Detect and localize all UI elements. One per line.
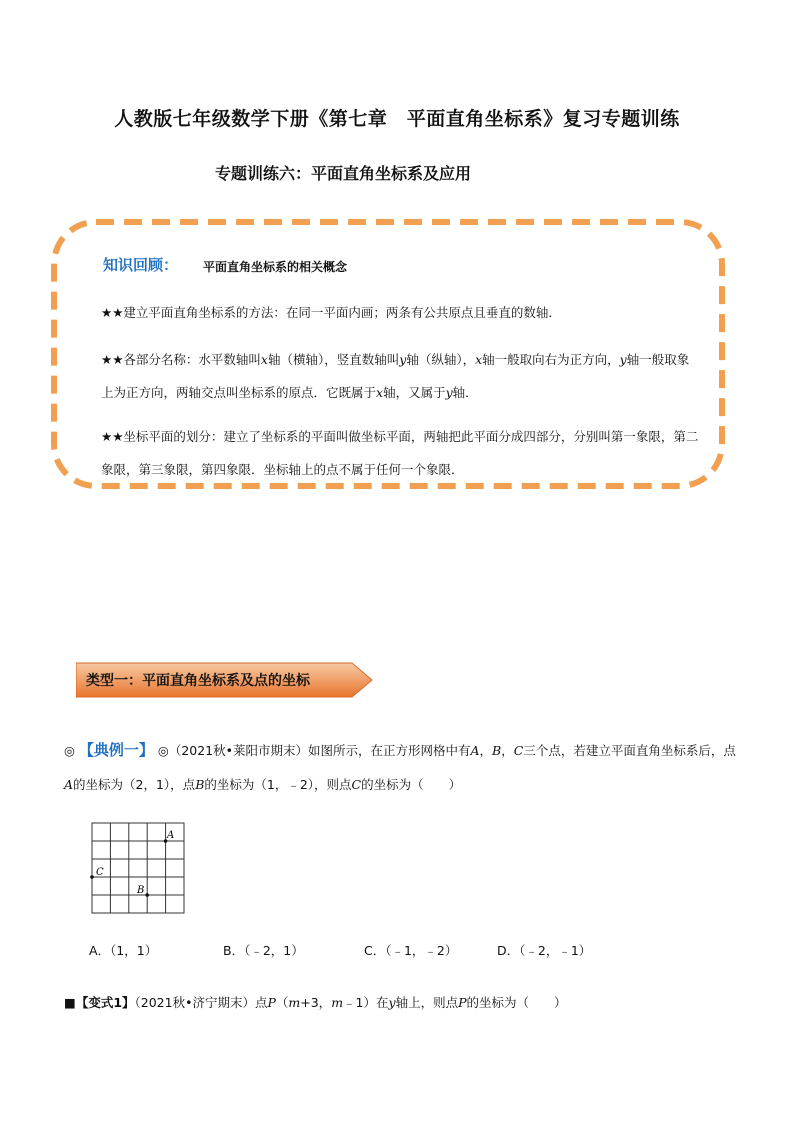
point-c: [90, 875, 94, 879]
example-question: ◎ 【典例一】 ◎（2021秋•莱阳市期末）如图所示，在正方形网格中有A，B，C三个点，若建立平面直角坐标系后，点A的坐标为（2，1），点B的坐标为（1，﹣2），则点C的坐标为（ ）: [64, 741, 736, 792]
option-a: A．（1，1）: [89, 943, 158, 958]
option-c: C．（﹣1，﹣2）: [364, 943, 458, 958]
point-b: [145, 893, 149, 897]
review-point-quadrants: ★★坐标平面的划分：建立了坐标系的平面叫做坐标平面，两轴把此平面分成四部分，分别叫第一象限，第二象限，第三象限，第四象限．坐标轴上的点不属于任何一个象限．: [101, 429, 699, 477]
point-b-label: B: [137, 885, 145, 896]
review-point-method: ★★建立平面直角坐标系的方法：在同一平面内画；两条有公共原点且垂直的数轴．: [101, 305, 561, 320]
square-bullet-icon: ■: [64, 995, 76, 1010]
variant-question: ■【变式1】（2021秋•济宁期末）点P（m+3，m﹣1）在y轴上，则点P的坐标为（ ）: [64, 995, 567, 1010]
bullet-icon: ◎: [64, 743, 75, 758]
document-subtitle: 专题训练六：平面直角坐标系及应用: [215, 164, 472, 183]
square-grid-figure: [86, 817, 190, 917]
example-badge: 【典例一】: [78, 741, 154, 759]
type-label: 类型一：平面直角坐标系及点的坐标: [86, 673, 310, 689]
document-title: 人教版七年级数学下册《第七章 平面直角坐标系》复习专题训练: [114, 108, 680, 130]
option-b: B．（﹣2，1）: [223, 943, 304, 958]
review-heading: 知识回顾：: [103, 256, 179, 274]
variant-label: 【变式1】: [75, 995, 135, 1010]
option-d: D．（﹣2，﹣1）: [497, 943, 592, 958]
point-c-label: C: [96, 867, 104, 878]
review-point-names: ★★各部分名称：水平数轴叫x轴（横轴），竖直数轴叫y轴（纵轴），x轴一般取向右为正方向，y轴一般取象上为正方向，两轴交点叫坐标系的原点．它既属于x轴，又属于y轴．: [101, 352, 690, 400]
review-subheading: 平面直角坐标系的相关概念: [203, 260, 348, 274]
point-a-label: A: [167, 830, 175, 841]
